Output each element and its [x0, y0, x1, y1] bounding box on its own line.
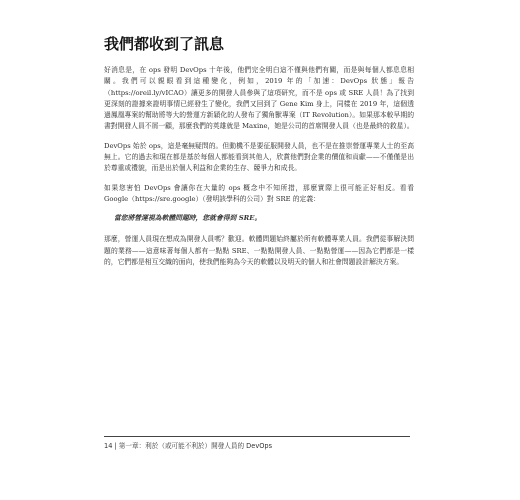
sre-definition-quote: 當您將營運視為軟體問題時，您就會得到 SRE。 [114, 214, 262, 223]
section-title: 我們都收到了訊息 [104, 35, 225, 53]
paragraph-4: 那麼，營運人員現在想成為開發人員嗎？歡迎。軟體問題始終屬於所有軟體專業人員。我們從事解決問題的業務——這意味著每個人都有一點點 SRE、一點點開發人員、一點點營運——因為它們都是一樣的，它們都是相互交織的面向，使我們能夠為今天的軟體以及明天的個人和社會問題設計解決方案。 [104, 235, 414, 266]
page-content [104, 34, 414, 276]
page-footer: 14 | 第一章：利於（或可能不利於）開發人員的 DevOps [104, 436, 410, 451]
paragraph-1: 好消息是，在 ops 發明 DevOps 十年後，他們完全明白這不僅與他們有關，而是與每個人都息息相關。我們可以親眼看到這種變化，例如，2019 年的「加速：DevOps 狀態」報告（https://oreil.ly/vICAO）讓更多的開發人員參與了這項研究，而不是 ops 或 SRE 人員！為了找到更深刻的證據來證明事情已經發生了變化，我們又回到了 Gene Kim 身上，同樣在 2019 年，這個透過鳳凰專案的幫助將等大的營運方新穎化的人發布了獨角獸專案（IT Revolution）。如果那本較早期的書對開發人員不屑一顧，那麼我們的英雄就是 Maxine，她是公司的首席開發人員（也是最終的救星）。 [104, 66, 414, 131]
paragraph-3: 如果您害怕 DevOps 會讓你在大量的 ops 概念中不知所措，那麼實際上很可能正好相反。看看 Google（https://sre.google）（發明該學科的公司）對 SRE 的定義： [104, 183, 414, 203]
paragraph-2: DevOps 始於 ops，這是毫無疑問的。但動機不是要征服開發人員，也不是在推崇營運專業人士的至高無上。它的過去和現在都是基於每個人都能看到其他人，欣賞他們對企業的價值和貢獻——不僅僅是出於尊重或禮貌，而是出於個人利益和企業的生存、競爭力和成長。 [104, 141, 414, 173]
